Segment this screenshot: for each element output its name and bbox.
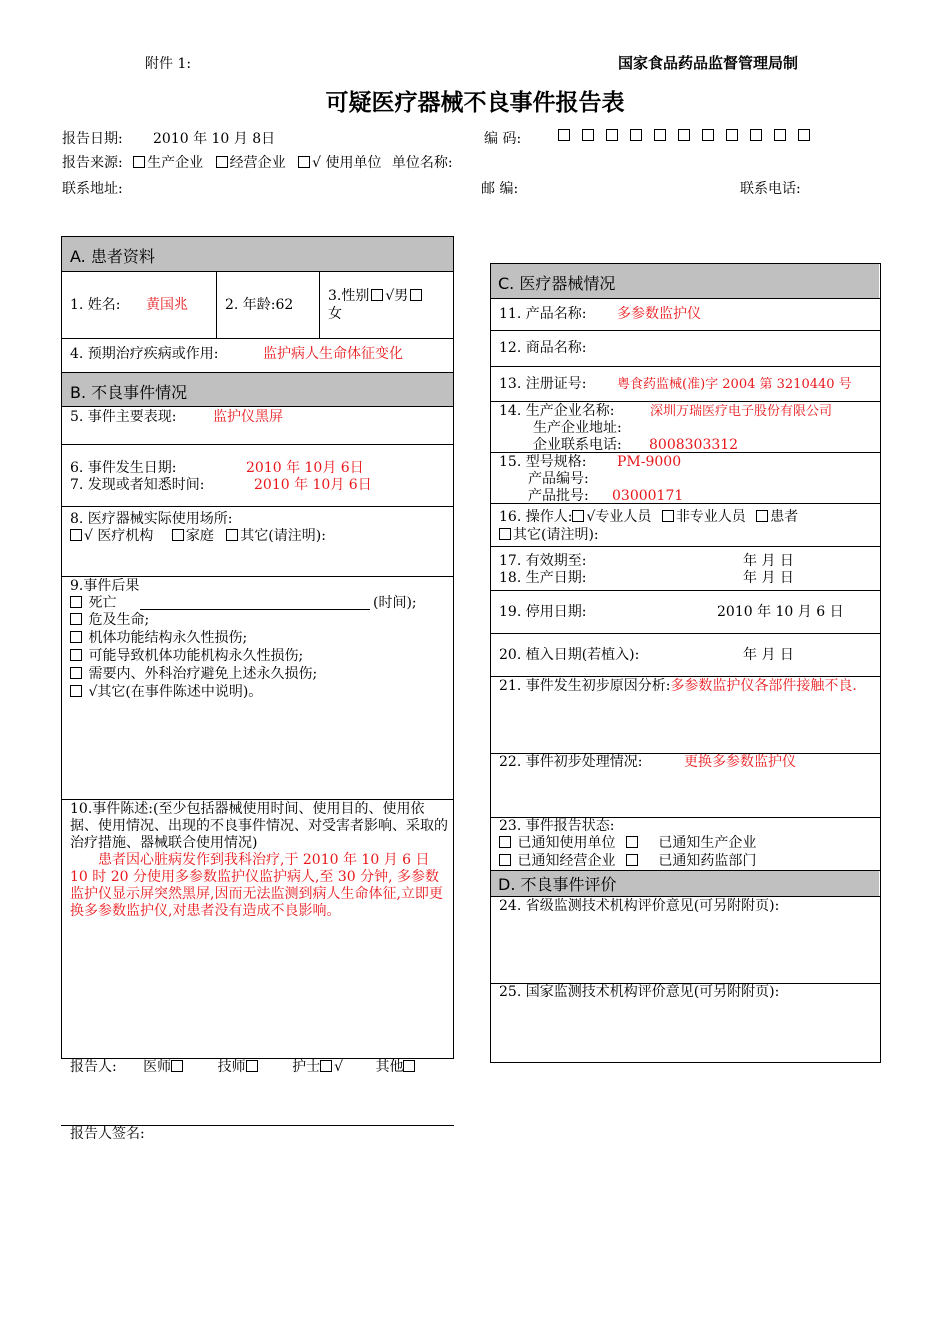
sex-label: 3.性别	[328, 288, 370, 304]
f9-item-4	[70, 666, 317, 683]
f11-value: 多参数监护仪	[617, 306, 701, 322]
source-checkbox-producer[interactable]	[133, 156, 145, 168]
reporter-other-checkbox[interactable]	[403, 1060, 415, 1072]
reporter-row	[70, 1059, 417, 1076]
source-row	[62, 152, 453, 172]
patient-age: 2. 年龄:62	[225, 297, 294, 313]
f24-label: 24. 省级监测技术机构评价意见(可另附附页):	[499, 898, 780, 914]
page-title: 可疑医疗器械不良事件报告表	[325, 90, 625, 116]
f15-label: 15. 型号规格:	[499, 454, 587, 470]
reporter-nurse-check: √	[334, 1059, 343, 1075]
f23-checkbox-dealer[interactable]	[499, 854, 511, 866]
source-checkbox-dealer[interactable]	[216, 156, 228, 168]
f13-label: 13. 注册证号:	[499, 376, 587, 392]
code-boxes[interactable]	[558, 128, 812, 144]
f8-option-home: 家庭	[185, 528, 214, 544]
f20-ymd: 年 月 日	[743, 647, 794, 663]
f19-label: 19. 停用日期:	[499, 604, 587, 620]
patient-name-label: 1. 姓名:	[70, 297, 121, 313]
f16-checkbox-nonpro[interactable]	[662, 510, 674, 522]
f9-checkbox-2[interactable]	[70, 631, 82, 643]
f8-label: 8. 医疗器械实际使用场所:	[70, 511, 233, 527]
report-date-value: 2010 年 10 月 8日	[153, 131, 276, 147]
f20-label: 20. 植入日期(若植入):	[499, 647, 640, 663]
f22-label: 22. 事件初步处理情况:	[499, 754, 643, 770]
f9-item-5	[70, 684, 262, 701]
section-b-title: B. 不良事件情况	[70, 383, 188, 402]
f15-code-label: 产品编号:	[528, 471, 589, 487]
f9-item-5-label: √其它(在事件陈述中说明)。	[88, 684, 263, 700]
phone-label: 联系电话:	[740, 181, 801, 197]
f9-death-row	[70, 595, 116, 612]
f14-phone-label: 企业联系电话:	[533, 437, 622, 453]
reporter-nurse-checkbox[interactable]	[320, 1060, 332, 1072]
reporter-other: 其他	[375, 1059, 404, 1075]
f9-item-1-label: 危及生命;	[88, 612, 150, 628]
f9-label: 9.事件后果	[70, 578, 140, 594]
f14-value: 深圳万瑞医疗电子股份有限公司	[650, 404, 833, 419]
issuer-label: 国家食品药品监督管理局制	[618, 54, 799, 72]
f14-address-label: 生产企业地址:	[533, 420, 622, 436]
f16-checkbox-other[interactable]	[499, 528, 511, 540]
f16-option-nonpro: 非专业人员	[675, 509, 746, 525]
f9-checkbox-death[interactable]	[70, 596, 82, 608]
f23-option-user: 已通知使用单位	[517, 835, 616, 851]
f19-value: 2010 年 10 月 6 日	[717, 604, 844, 620]
code-label: 编 码:	[484, 131, 522, 147]
f16-checkbox-pro[interactable]	[572, 510, 584, 522]
report-date-label: 报告日期:	[62, 131, 123, 147]
address-label: 联系地址:	[62, 181, 123, 197]
f23-checkbox-fda[interactable]	[626, 854, 638, 866]
f9-item-3	[70, 648, 303, 665]
f16-row-2	[499, 527, 599, 544]
reporter-doctor-checkbox[interactable]	[171, 1060, 183, 1072]
patient-name-value: 黄国兆	[146, 297, 188, 313]
source-label: 报告来源:	[62, 155, 123, 171]
f16-checkbox-patient[interactable]	[756, 510, 768, 522]
reporter-tech-checkbox[interactable]	[246, 1060, 258, 1072]
f13-value: 粤食药监械(准)字 2004 第 3210440 号	[617, 377, 852, 392]
source-checkbox-user[interactable]	[298, 156, 310, 168]
postcode-label: 邮 编:	[481, 181, 519, 197]
f16-option-pro: √专业人员	[586, 509, 652, 525]
sex-option-female: 女	[328, 306, 342, 322]
f18-ymd: 年 月 日	[743, 570, 794, 586]
f16-row	[499, 509, 798, 526]
f9-item-4-label: 需要内、外科治疗避免上述永久损伤;	[88, 666, 318, 682]
section-c-title: C. 医疗器械情况	[498, 274, 616, 293]
f25-label: 25. 国家监测技术机构评价意见(可另附附页):	[499, 984, 780, 1000]
f9-checkbox-4[interactable]	[70, 667, 82, 679]
source-option-producer: 生产企业	[147, 155, 204, 171]
signature-label: 报告人签名:	[70, 1126, 145, 1142]
f17-ymd: 年 月 日	[743, 553, 794, 569]
source-option-dealer: 经营企业	[229, 155, 286, 171]
f23-checkbox-producer[interactable]	[626, 836, 638, 848]
f9-checkbox-3[interactable]	[70, 649, 82, 661]
f23-checkbox-user[interactable]	[499, 836, 511, 848]
f9-item-1	[70, 612, 149, 629]
attachment-label: 附件 1:	[145, 56, 192, 72]
f8-checkbox-home[interactable]	[172, 529, 184, 541]
f23-label: 23. 事件报告状态:	[499, 818, 615, 834]
f11-label: 11. 产品名称:	[499, 306, 587, 322]
f17-label: 17. 有效期至:	[499, 553, 587, 569]
f10-text: 患者因心脏病发作到我科治疗,于 2010 年 10 月 6 日 10 时 20 分使用多参数监护仪监护病人,至 30 分钟, 多参数监护仪显示屏突然黑屏,因而无法监测到病人生命体征,立即更换多参数监护仪,对患者没有造成不良影响。	[70, 852, 443, 919]
f16-option-patient: 患者	[770, 509, 799, 525]
f7-value: 2010 年 10月 6日	[254, 477, 372, 493]
f8-options	[70, 528, 326, 545]
f21-label: 21. 事件发生初步原因分析:	[499, 678, 671, 694]
f15-value: PM-9000	[617, 454, 682, 470]
f9-item-3-label: 可能导致机体功能机构永久性损伤;	[88, 648, 304, 664]
f9-checkbox-1[interactable]	[70, 613, 82, 625]
f9-time: (时间);	[373, 595, 417, 611]
f9-checkbox-5[interactable]	[70, 685, 82, 697]
sex-option-male: √男	[385, 288, 409, 304]
reporter-nurse: 护士	[292, 1059, 321, 1075]
f10-label: 10.事件陈述:(至少包括器械使用时间、使用目的、使用依据、使用情况、出现的不良事件情况、对受害者影响、采取的治疗措施、器械联合使用情况)	[70, 801, 448, 851]
f9-death: 死亡	[88, 595, 117, 611]
f23-row-2	[499, 853, 756, 870]
f21-block	[499, 678, 875, 695]
f9-item-2-label: 机体功能结构永久性损伤;	[88, 630, 248, 646]
f14-phone-value: 8008303312	[649, 437, 739, 453]
disease-label: 4. 预期治疗疾病或作用:	[70, 346, 219, 362]
reporter-tech: 技师	[217, 1059, 246, 1075]
f16-option-other: 其它(请注明):	[513, 527, 599, 543]
f14-label: 14. 生产企业名称:	[499, 403, 615, 419]
f8-checkbox-institution[interactable]	[70, 529, 82, 541]
f15-batch-label: 产品批号:	[528, 488, 589, 504]
f22-value: 更换多参数监护仪	[684, 754, 796, 770]
f23-option-producer: 已通知生产企业	[658, 835, 757, 851]
f9-item-2	[70, 630, 247, 647]
unit-name-label: 单位名称:	[391, 155, 453, 171]
f7-label: 7. 发现或者知悉时间:	[70, 477, 205, 493]
f5-label: 5. 事件主要表现:	[70, 409, 177, 425]
f15-batch-value: 03000171	[612, 488, 684, 504]
source-option-user: √ 使用单位	[312, 155, 382, 171]
f23-option-dealer: 已通知经营企业	[517, 853, 616, 869]
f6-value: 2010 年 10月 6日	[246, 460, 364, 476]
f8-option-institution: √ 医疗机构	[84, 528, 154, 544]
sex-checkbox-female[interactable]	[410, 289, 422, 301]
f18-label: 18. 生产日期:	[499, 570, 587, 586]
f12-label: 12. 商品名称:	[499, 340, 587, 356]
patient-sex	[328, 288, 424, 305]
f6-label: 6. 事件发生日期:	[70, 460, 177, 476]
f16-label: 16. 操作人:	[499, 509, 573, 525]
section-a-title: A. 患者资料	[70, 247, 155, 266]
sex-checkbox-male[interactable]	[371, 289, 383, 301]
section-d-title: D. 不良事件评价	[498, 875, 617, 894]
reporter-label: 报告人:	[70, 1059, 117, 1075]
f5-value: 监护仪黑屏	[213, 409, 283, 425]
f8-option-other: 其它(请注明):	[240, 528, 326, 544]
f21-value: 多参数监护仪各部件接触不良.	[670, 678, 857, 694]
f23-row-1	[499, 835, 756, 852]
f8-checkbox-other[interactable]	[226, 529, 238, 541]
disease-value: 监护病人生命体征变化	[263, 346, 403, 362]
reporter-doctor: 医师	[143, 1059, 172, 1075]
f23-option-fda: 已通知药监部门	[658, 853, 757, 869]
